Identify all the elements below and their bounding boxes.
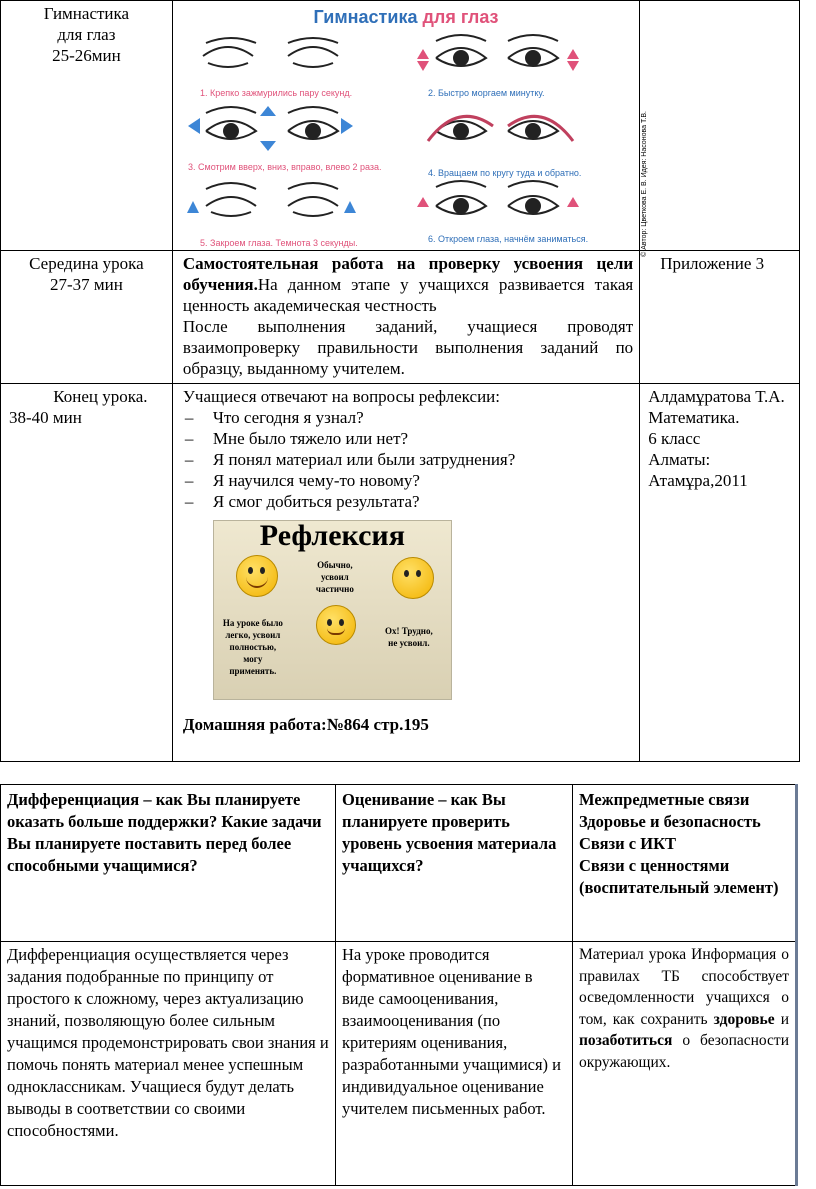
resource-text: Приложение 3 [660, 254, 765, 273]
differentiation-text: Дифференциация осуществляется через задания подобранные по принципу от простого к сложному, через актуализацию знаний, позволяющую более сильным учащимся продемонстрировать свои знания и помочь понять материал менее успешным одноклассникам. Учащиеся будут делать выводы в соответствии со своими способностями. [7, 945, 329, 1140]
image-title: Гимнастика для глаз [313, 7, 499, 27]
stage-cell [1, 384, 173, 762]
cap-smiley-icon [316, 605, 356, 645]
smiley-icon [236, 555, 278, 597]
differentiation-header: Дифференциация – как Вы планируете оказать больше поддержки? Какие задачи Вы планируете поставить перед более способными учащимися? [7, 790, 322, 875]
homework: Домашняя работа:№864 стр.195 [182, 715, 429, 734]
stage-cell [1, 1, 173, 251]
content-cell [172, 251, 639, 384]
values-text: На данном этапе у учащихся развивается такая ценность академическая честность [182, 275, 634, 315]
cross-curricular-text: Материал урока Информация о правилах ТБ способствует осведомленности учащихся о том, как сохранить здоровье и позаботиться о безопасности окружающих. [579, 946, 789, 1071]
stage-time: 38-40 мин [9, 408, 82, 427]
body-cell [573, 942, 797, 1186]
resource-cell [640, 1, 800, 251]
stage-time: 25-26мин [52, 46, 121, 65]
stage-title: Гимнастика для глаз [43, 4, 130, 44]
textbook-reference: Алдамұратова Т.А. Математика. 6 класс Алматы: Атамұра,2011 [648, 387, 785, 490]
reflection-title: Рефлексия [259, 519, 405, 552]
peer-check-text: После выполнения заданий, учащиеся проводят взаимопроверку правильности выполнения заданий по образцу, выданному учителем. [182, 317, 634, 378]
stage-cell [1, 251, 173, 384]
assessment-header: Оценивание – как Вы планируете проверить уровень усвоения материала учащихся? [342, 790, 557, 875]
caption-4: 4. Вращаем по кругу туда и обратно. [428, 168, 582, 178]
header-cell [336, 785, 573, 942]
list-item: – Я смог добиться результата? [183, 491, 633, 512]
label-easy: На уроке было легко, усвоил полностью, могу применять. [222, 618, 283, 676]
cross-curricular-header: Межпредметные связи Здоровье и безопасность Связи с ИКТ Связи с ценностями (воспитательный элемент) [579, 790, 779, 897]
caption-5: 5. Закроем глаза. Темнота 3 секунды. [200, 238, 358, 248]
caption-6: 6. Откроем глаза, начнём заниматься. [428, 234, 589, 244]
assessment-text: На уроке проводится формативное оценивание в виде самооценивания, взаимооценивания (по критериям оценивания, разработанными учащимися) и индивидуальное оценивание учителем письменных работ. [342, 945, 562, 1118]
content-cell [172, 1, 649, 257]
resource-cell [640, 251, 800, 384]
stage-title: Середина урока [29, 254, 144, 273]
worried-smiley-icon [392, 557, 434, 599]
body-cell [336, 942, 573, 1186]
image-credit: © Автор: Цветкова Е. В. Идея: Насонова Т.В. [641, 111, 649, 257]
stage-time: 27-37 мин [49, 275, 123, 294]
label-hard: Ох! Трудно, не усвоил. [385, 626, 433, 648]
independent-work-heading: Самостоятельная работа на проверку усвоения цели обучения. [182, 254, 634, 294]
reflection-questions [183, 407, 633, 512]
caption-2: 2. Быстро моргаем минутку. [428, 88, 545, 98]
body-cell [1, 942, 336, 1186]
list-item: – Я понял материал или были затруднения? [183, 449, 633, 470]
differentiation-table [0, 784, 798, 1186]
list-item: – Что сегодня я узнал? [183, 407, 633, 428]
reflection-image [213, 520, 452, 700]
stage-title: Конец урока. [53, 387, 148, 406]
caption-3: 3. Смотрим вверх, вниз, вправо, влево 2 раза. [188, 162, 382, 172]
label-usual: Обычно, усвоил частично [315, 560, 354, 594]
content-cell [172, 384, 639, 762]
resource-cell [640, 384, 800, 762]
list-item: – Мне было тяжело или нет? [183, 428, 633, 449]
eyes-illustration [178, 1, 634, 248]
reflection-intro: Учащиеся отвечают на вопросы рефлексии: [182, 387, 500, 406]
list-item: – Я научился чему-то новому? [183, 470, 633, 491]
header-cell [1, 785, 336, 942]
header-cell [573, 785, 797, 942]
eye-gymnastics-image [178, 1, 649, 257]
caption-1: 1. Крепко зажмурились пару секунд. [200, 88, 353, 98]
